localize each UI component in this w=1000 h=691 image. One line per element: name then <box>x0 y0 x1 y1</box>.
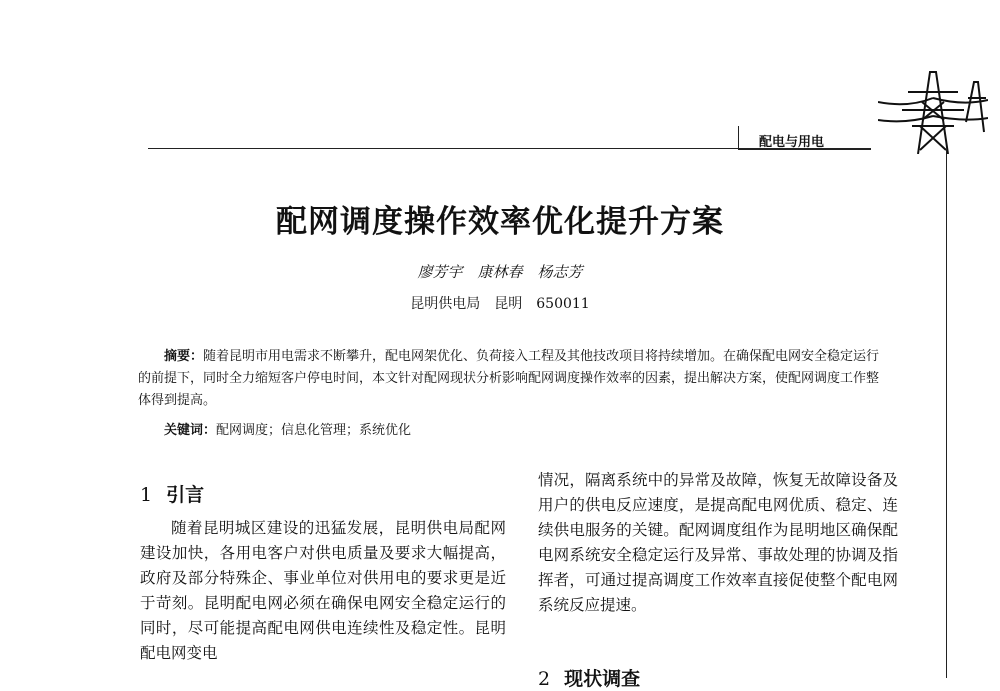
section-number: 1 <box>140 484 153 506</box>
paper-title: 配网调度操作效率优化提升方案 <box>276 204 724 240</box>
section-number: 2 <box>538 668 551 690</box>
abstract-text: 随着昆明市用电需求不断攀升，配电网架优化、负荷接入工程及其他技改项目将持续增加。在确保配电网安全稳定运行的前提下，同时全力缩短客户停电时间，本文针对配网现状分析影响配网调度操作效率的因素，提出解决方案，使配网调度工作整体得到提高。 <box>138 349 880 408</box>
section-title: 引言 <box>166 484 205 506</box>
keywords <box>138 420 883 442</box>
section-tag <box>738 126 871 150</box>
section-title: 现状调查 <box>564 668 641 690</box>
body-paragraph: 随着昆明城区建设的迅猛发展，昆明供电局配网建设加快，各用电客户对供电质量及要求大幅提高，政府及部分特殊企、事业单位对供用电的要求更是近于苛刻。昆明配电网必须在确保电网安全稳定运行的同时，尽可能提高配电网供电连续性及稳定性。昆明配电网变电 <box>140 519 506 662</box>
left-column <box>140 516 506 666</box>
body-paragraph: 情况，隔离系统中的异常及故障，恢复无故障设备及用户的供电反应速度，是提高配电网优质、稳定、连续供电服务的关键。配网调度组作为昆明地区确保配电网系统安全稳定运行及异常、事故处理的协调及指挥者，可通过提高调度工作效率直接促使整个配电网系统反应提速。 <box>538 471 898 614</box>
abstract <box>138 346 883 412</box>
section-tag-label: 配电与用电 <box>759 135 825 150</box>
paper-authors: 廖芳宇 康林春 杨志芳 <box>417 263 583 281</box>
keywords-text: 配网调度；信息化管理；系统优化 <box>216 423 412 438</box>
paper-affiliation: 昆明供电局 昆明 650011 <box>410 296 590 312</box>
abstract-label: 摘要： <box>164 349 204 364</box>
right-column <box>538 468 898 618</box>
section-heading-1 <box>140 480 204 507</box>
keywords-label: 关键词： <box>164 423 217 438</box>
power-tower-icon <box>878 62 988 154</box>
header-rule <box>148 148 738 149</box>
